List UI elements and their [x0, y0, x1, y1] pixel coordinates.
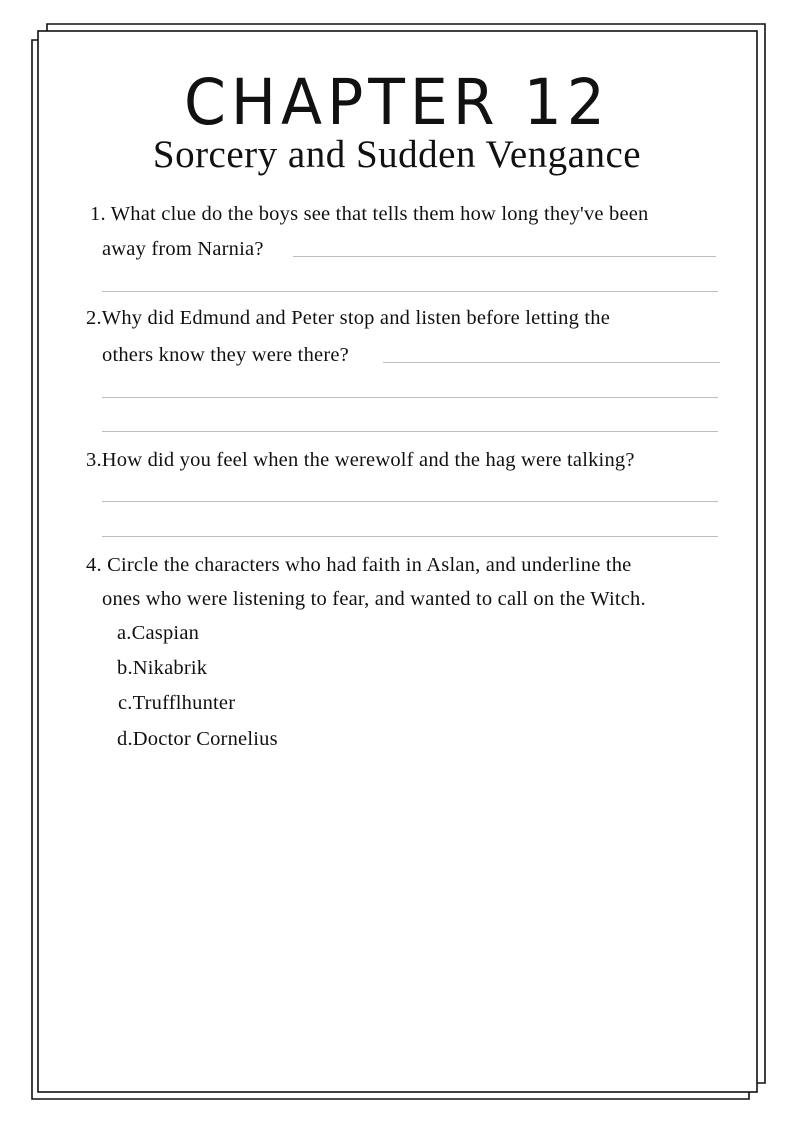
- chapter-subtitle: Sorcery and Sudden Vengance: [152, 133, 642, 176]
- answer-line[interactable]: [102, 501, 718, 502]
- question-4-line-2: ones who were listening to fear, and wanted to call on the Witch.: [102, 588, 646, 610]
- question-3: [86, 447, 635, 473]
- option-a[interactable]: [117, 620, 199, 646]
- question-1-line-2: away from Narnia?: [102, 238, 264, 260]
- option-d[interactable]: [117, 726, 278, 752]
- question-text: How did you feel when the werewolf and the hag were talking?: [101, 449, 635, 471]
- option-letter: b.: [117, 657, 133, 679]
- answer-line[interactable]: [102, 536, 718, 537]
- question-2-line-2: others know they were there?: [102, 344, 349, 366]
- option-b[interactable]: [117, 655, 207, 681]
- question-1: [90, 201, 649, 227]
- answer-line[interactable]: [102, 291, 718, 292]
- option-text: Doctor Cornelius: [132, 728, 278, 750]
- answer-line[interactable]: [102, 431, 718, 432]
- option-letter: a.: [117, 622, 132, 644]
- question-2: [86, 305, 610, 331]
- chapter-title: CHAPTER 12: [184, 66, 610, 140]
- question-4: [86, 552, 631, 578]
- question-text: Why did Edmund and Peter stop and listen before letting the: [101, 307, 611, 329]
- question-number: 2.: [86, 307, 102, 329]
- option-c[interactable]: [118, 690, 235, 716]
- option-letter: c.: [118, 692, 133, 714]
- question-text: What clue do the boys see that tells them how long they've been: [110, 203, 649, 225]
- answer-line[interactable]: [293, 256, 716, 257]
- option-text: Nikabrik: [132, 657, 208, 679]
- option-text: Caspian: [131, 622, 200, 644]
- question-text: Circle the characters who had faith in Aslan, and underline the: [107, 554, 632, 576]
- question-number: 4.: [86, 554, 102, 576]
- option-letter: d.: [117, 728, 133, 750]
- question-number: 1.: [90, 203, 106, 225]
- option-text: Trufflhunter: [132, 692, 236, 714]
- question-number: 3.: [86, 449, 102, 471]
- answer-line[interactable]: [102, 397, 718, 398]
- answer-line[interactable]: [383, 362, 720, 363]
